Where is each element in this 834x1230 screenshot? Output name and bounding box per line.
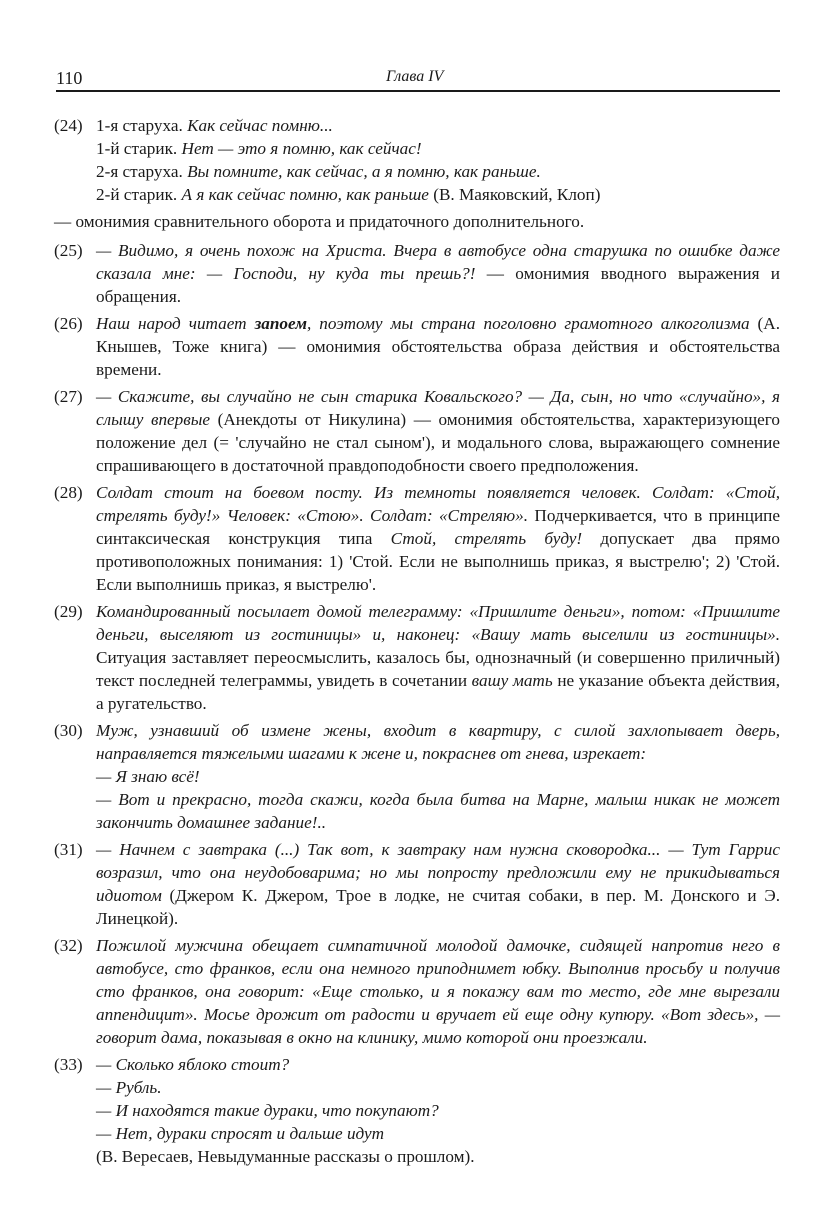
dialog-line: — Сколько яблоко стоит? xyxy=(96,1055,290,1074)
speaker: 2-й старик. xyxy=(96,185,182,204)
commentary: Ситуация заставляет переосмыслить, казалось бы, однозначный (и совершенно приличный) текст последней телеграммы, увидеть в сочетании xyxy=(96,648,780,690)
dialog-line: Нет — это я помню, как сейчас! xyxy=(181,139,422,158)
example-26 xyxy=(54,312,780,381)
example-quote: Пожилой мужчина обещает симпатичной молодой дамочке, сидящей напротив него в автобусе, сто франков, если она немного приподнимет юбку. Выполнив просьбу и получив сто франков, она говорит: «Еще столько, и я покажу вам то место, где мне вырезали аппендицит». Мосье дрожит от радости и вручает ей еще одну купюру. «Вот здесь», — говорит дама, показывая в окно на клинику, мимо которой они проезжали. xyxy=(96,936,780,1047)
example-number: (32) xyxy=(54,936,83,955)
example-28 xyxy=(54,481,780,596)
example-32 xyxy=(54,934,780,1049)
dialog-line: Как сейчас помню... xyxy=(187,116,333,135)
emphasized-word: запоем xyxy=(254,314,307,333)
example-33 xyxy=(54,1053,780,1168)
example-number: (24) xyxy=(54,116,83,135)
example-27 xyxy=(54,385,780,477)
example-number: (33) xyxy=(54,1055,83,1074)
speaker: 1-я старуха. xyxy=(96,116,188,135)
speaker: 2-я старуха. xyxy=(96,162,188,181)
example-quote: , поэтому мы страна поголовно грамотного алкоголизма xyxy=(307,314,750,333)
example-quote: Муж, узнавший об измене жены, входит в квартиру, с силой захлопывает дверь, направляется тяжелыми шагами к жене и, покраснев от гнева, изрекает: xyxy=(96,721,780,763)
source-citation: (Джером К. Джером, Трое в лодке, не считая собаки, в пер. М. Донского и Э. Линецкой). xyxy=(96,886,780,928)
dialog-line: Вы помните, как сейчас, а я помню, как раньше. xyxy=(187,162,541,181)
dialog-line: — Рубль. xyxy=(96,1078,162,1097)
example-number: (30) xyxy=(54,721,83,740)
commentary: допускает два прямо противоположных понимания: 1) 'Стой. Если не выполнишь приказ, я выстрелю'; 2) 'Стой. Если выполнишь приказ, я выстрелю'. xyxy=(96,529,780,594)
example-quote: Стой, стрелять буду! xyxy=(390,529,583,548)
page-number: 110 xyxy=(56,68,83,88)
commentary: Подчеркивается, что в принципе синтаксическая конструкция типа xyxy=(96,506,780,548)
example-24 xyxy=(54,114,780,206)
example-quote: Наш народ читает xyxy=(96,314,255,333)
commentary: (А. Кнышев, Тоже книга) — омонимия обстоятельства образа действия и обстоятельства времени. xyxy=(96,314,780,379)
example-quote: — Видимо, я очень похож на Христа. Вчера в автобусе одна старушка по ошибке даже сказала мне: — Господи, ну куда ты прешь?! xyxy=(96,241,780,283)
example-number: (25) xyxy=(54,241,83,260)
commentary: — омонимия вводного выражения и обращения. xyxy=(96,264,780,306)
speaker: 1-й старик. xyxy=(96,139,182,158)
example-25 xyxy=(54,239,780,308)
example-number: (28) xyxy=(54,483,83,502)
example-quote: Командированный посылает домой телеграмму: «Пришлите деньги», потом: «Пришлите деньги, выселяют из гостиницы» и, наконец: «Вашу мать выселили из гостиницы». xyxy=(96,602,780,644)
commentary: (Анекдоты от Никулина) — омонимия обстоятельства, характеризующего положение дел (= 'случайно не стал сыном'), и модального слова, выражающего сомнение спрашивающего в достаточной правдоподобности своего предположения. xyxy=(96,410,780,475)
example-29 xyxy=(54,600,780,715)
example-number: (27) xyxy=(54,387,83,406)
dialog-line: — И находятся такие дураки, что покупают? xyxy=(96,1101,439,1120)
source-citation: (В. Вересаев, Невыдуманные рассказы о прошлом). xyxy=(96,1147,475,1166)
example-number: (29) xyxy=(54,602,83,621)
example-31 xyxy=(54,838,780,930)
example-quote: Солдат стоит на боевом посту. Из темноты появляется человек. Солдат: «Стой, стрелять буду!» Человек: «Стою». Солдат: «Стреляю». xyxy=(96,483,780,525)
commentary: не указание объекта действия, а ругательство. xyxy=(96,671,780,713)
dialog-line: А я как сейчас помню, как раньше xyxy=(181,185,429,204)
commentary-24: — омонимия сравнительного оборота и придаточного дополнительного. xyxy=(54,212,585,231)
dialog-line: — Вот и прекрасно, тогда скажи, когда была битва на Марне, малыш никак не может закончить домашнее задание!.. xyxy=(96,790,780,832)
example-30 xyxy=(54,719,780,834)
source-citation: (В. Маяковский, Клоп) xyxy=(428,185,601,204)
dialog-line: — Я знаю всё! xyxy=(96,767,200,786)
dialog-line: — Нет, дураки спросят и дальше идут xyxy=(96,1124,385,1143)
page-header xyxy=(56,66,780,92)
example-quote: — Скажите, вы случайно не сын старика Ковальского? — Да, сын, но что «случайно», я слышу впервые xyxy=(96,387,780,429)
example-quote: вашу мать xyxy=(471,671,553,690)
example-quote: — Начнем с завтрака (...) Так вот, к завтраку нам нужна сковородка... — Тут Гаррис возразил, что она неудобоварима; но мы попросту предложили ему не прикидываться идиотом xyxy=(96,840,780,905)
example-number: (26) xyxy=(54,314,83,333)
example-number: (31) xyxy=(54,840,83,859)
page-body xyxy=(54,114,780,1172)
chapter-title: Глава IV xyxy=(386,68,444,85)
